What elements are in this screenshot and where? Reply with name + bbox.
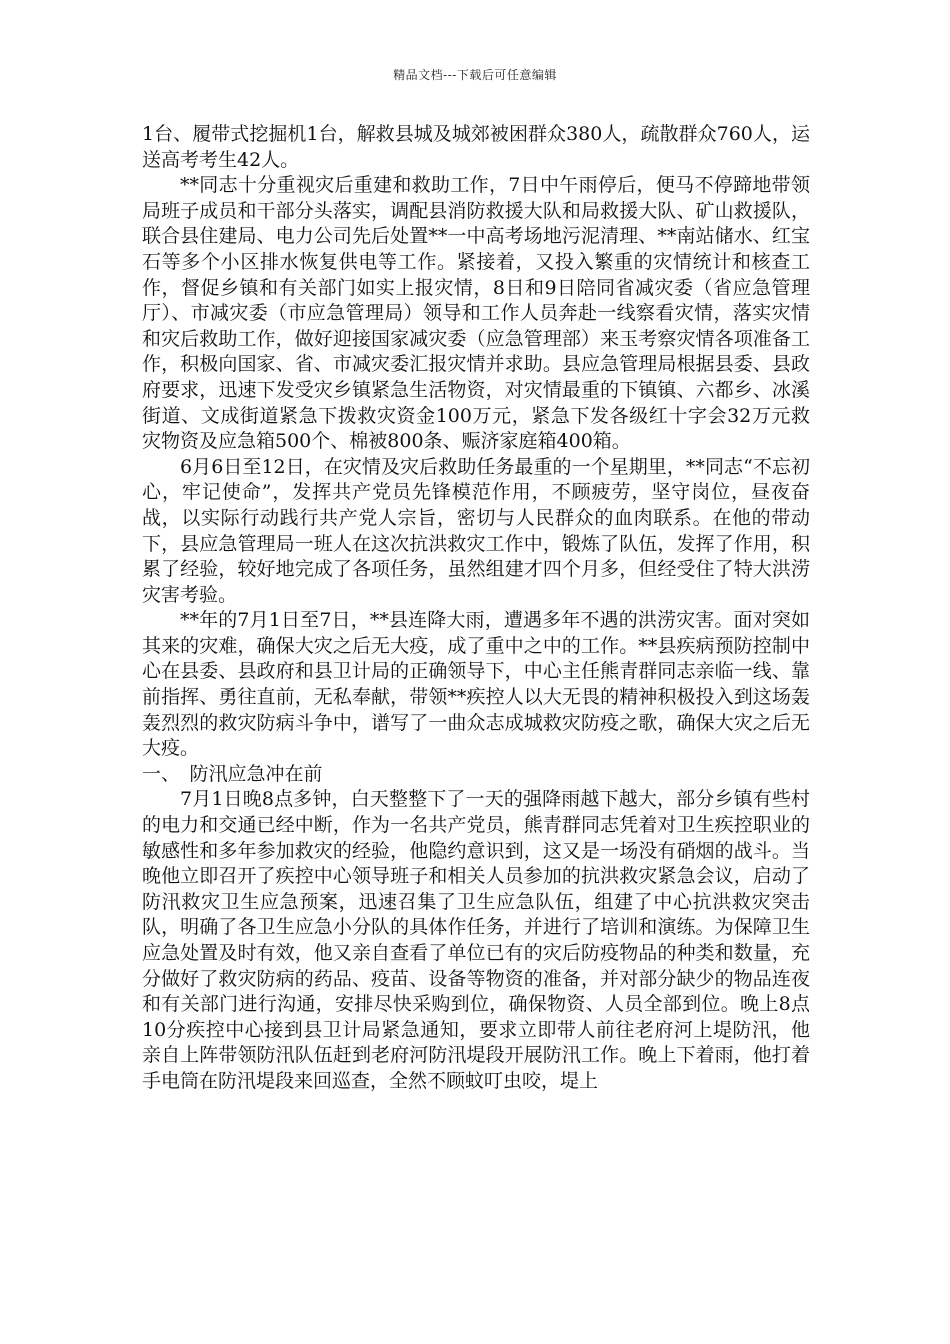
paragraph-3: 6月6日至12日，在灾情及灾后救助任务最重的一个星期里，**同志“不忘初心，牢记使命”，发挥共产党员先锋模范作用，不顾疲劳，坚守岗位，昼夜奋战，以实际行动践行共产党人宗旨，密切与人民群众的血肉联系。在他的带动下，县应急管理局一班人在这次抗洪救灾工作中，锻炼了队伍，发挥了作用，积累了经验，较好地完成了各项任务，虽然组建才四个月多，但经受住了特大洪涝灾害考验。: [142, 455, 810, 606]
paragraph-4: **年的7月1日至7日，**县连降大雨，遭遇多年不遇的洪涝灾害。面对突如其来的灾难，确保大灾之后无大疫，成了重中之中的工作。**县疾病预防控制中心在县委、县政府和县卫计局的正确领导下，中心主任熊青群同志亲临一线、靠前指挥、勇往直前，无私奉献，带领**疾控人以大无畏的精神积极投入到这场轰轰烈烈的救灾防病斗争中，谱写了一曲众志成城救灾防疫之歌，确保大灾之后无大疫。: [142, 609, 810, 760]
document-body: [142, 122, 810, 1095]
page-header: 精品文档---下载后可任意编辑: [393, 68, 557, 82]
paragraph-5: 7月1日晚8点多钟，白天整整下了一天的强降雨越下越大，部分乡镇有些村的电力和交通已经中断，作为一名共产党员，熊青群同志凭着对卫生疾控职业的敏感性和多年参加救灾的经验，他隐约意识到，这又是一场没有硝烟的战斗。当晚他立即召开了疾控中心领导班子和相关人员参加的抗洪救灾紧急会议，启动了防汛救灾卫生应急预案，迅速召集了卫生应急队伍，组建了中心抗洪救灾突击队，明确了各卫生应急小分队的具体作任务，并进行了培训和演练。为保障卫生应急处置及时有效，他又亲自查看了单位已有的灾后防疫物品的种类和数量，充分做好了救灾防病的药品、疫苗、设备等物资的准备，并对部分缺少的物品连夜和有关部门进行沟通，安排尽快采购到位，确保物资、人员全部到位。晚上8点10分疾控中心接到县卫计局紧急通知，要求立即带人前往老府河上堤防汛，他亲自上阵带领防汛队伍赶到老府河防汛堤段开展防汛工作。晚上下着雨，他打着手电筒在防汛堤段来回巡查，全然不顾蚊叮虫咬，堤上: [142, 788, 810, 1092]
paragraph-1: 1台、履带式挖掘机1台，解救县城及城郊被困群众380人，疏散群众760人，运送高考考生42人。: [142, 123, 810, 171]
paragraph-2: **同志十分重视灾后重建和救助工作，7日中午雨停后，便马不停蹄地带领局班子成员和干部分头落实，调配县消防救援大队和局救援大队、矿山救援队，联合县住建局、电力公司先后处置**一中高考场地污泥清理、**南站储水、红宝石等多个小区排水恢复供电等工作。紧接着，又投入繁重的灾情统计和核查工作，督促乡镇和有关部门如实上报灾情，8日和9日陪同省减灾委（省应急管理厅）、市减灾委（市应急管理局）领导和工作人员奔赴一线察看灾情，落实灾情和灾后救助工作，做好迎接国家减灾委（应急管理部）来玉考察灾情各项准备工作，积极向国家、省、市减灾委汇报灾情并求助。县应急管理局根据县委、县政府要求，迅速下发受灾乡镇紧急生活物资，对灾情最重的下镇镇、六都乡、冰溪街道、文成街道紧急下拨救灾资金100万元，紧急下发各级红十字会32万元救灾物资及应急箱500个、棉被800条、赈济家庭箱400箱。: [142, 174, 810, 453]
section-heading: 一、 防汛应急冲在前: [142, 762, 323, 785]
